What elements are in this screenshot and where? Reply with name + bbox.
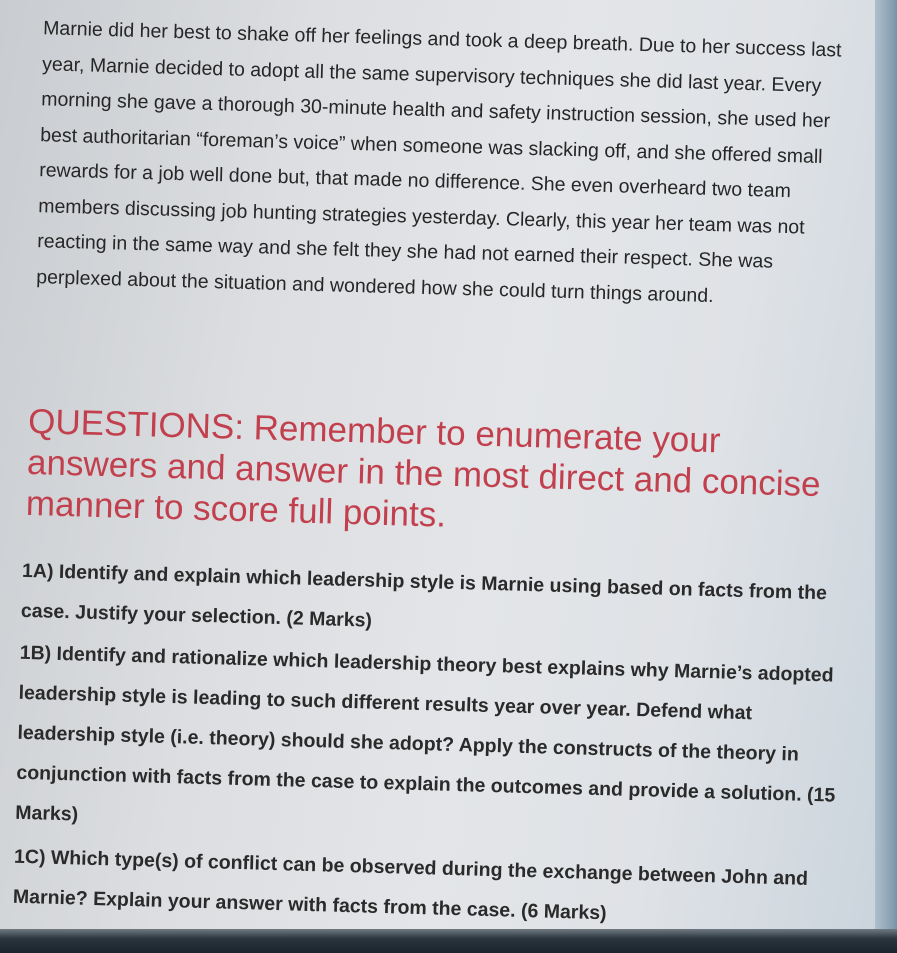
case-story-paragraph: [36, 11, 844, 317]
monitor-bezel-bottom: [0, 929, 897, 953]
story-text: Marnie did her best to shake off her feelings and took a deep breath. Due to her success last year, Marnie decided to adopt all the same supervisory techniques she did last year. Every morning she gave a thorough 30-minute health and safety instruction session, she used her best authoritarian “foreman’s voice” when someone was slacking off, and she offered small rewards for a job well done but, that made no difference. She even overheard two team members discussing job hunting strategies yesterday. Clearly, this year her team was not reacting in the same way and she felt they she had not earned their respect. She was perplexed about the situation and wondered how she could turn things around.: [35, 17, 842, 307]
questions-heading: QUESTIONS: Remember to enumerate your answers and answer in the most direct and concise manner to score full points.: [25, 401, 822, 535]
question-1c: 1C) Which type(s) of conflict can be observed during the exchange between John and Marnie? Explain your answer with facts from the case. (6 Marks): [12, 845, 809, 925]
question-1a: 1A) Identify and explain which leadership style is Marnie using based on facts from the case. Justify your selection. (2 Marks): [20, 559, 828, 632]
question-1b: 1B) Identify and rationalize which leadership theory best explains why Marnie’s adopted leadership style is leading to such different results year over year. Defend what leadership style (i.e. theory) should she adopt? Apply the constructs of the theory in conjunction with facts from the case to explain the outcomes and provide a solution. (15 Marks): [15, 641, 836, 826]
monitor-bezel-right: [875, 0, 897, 953]
